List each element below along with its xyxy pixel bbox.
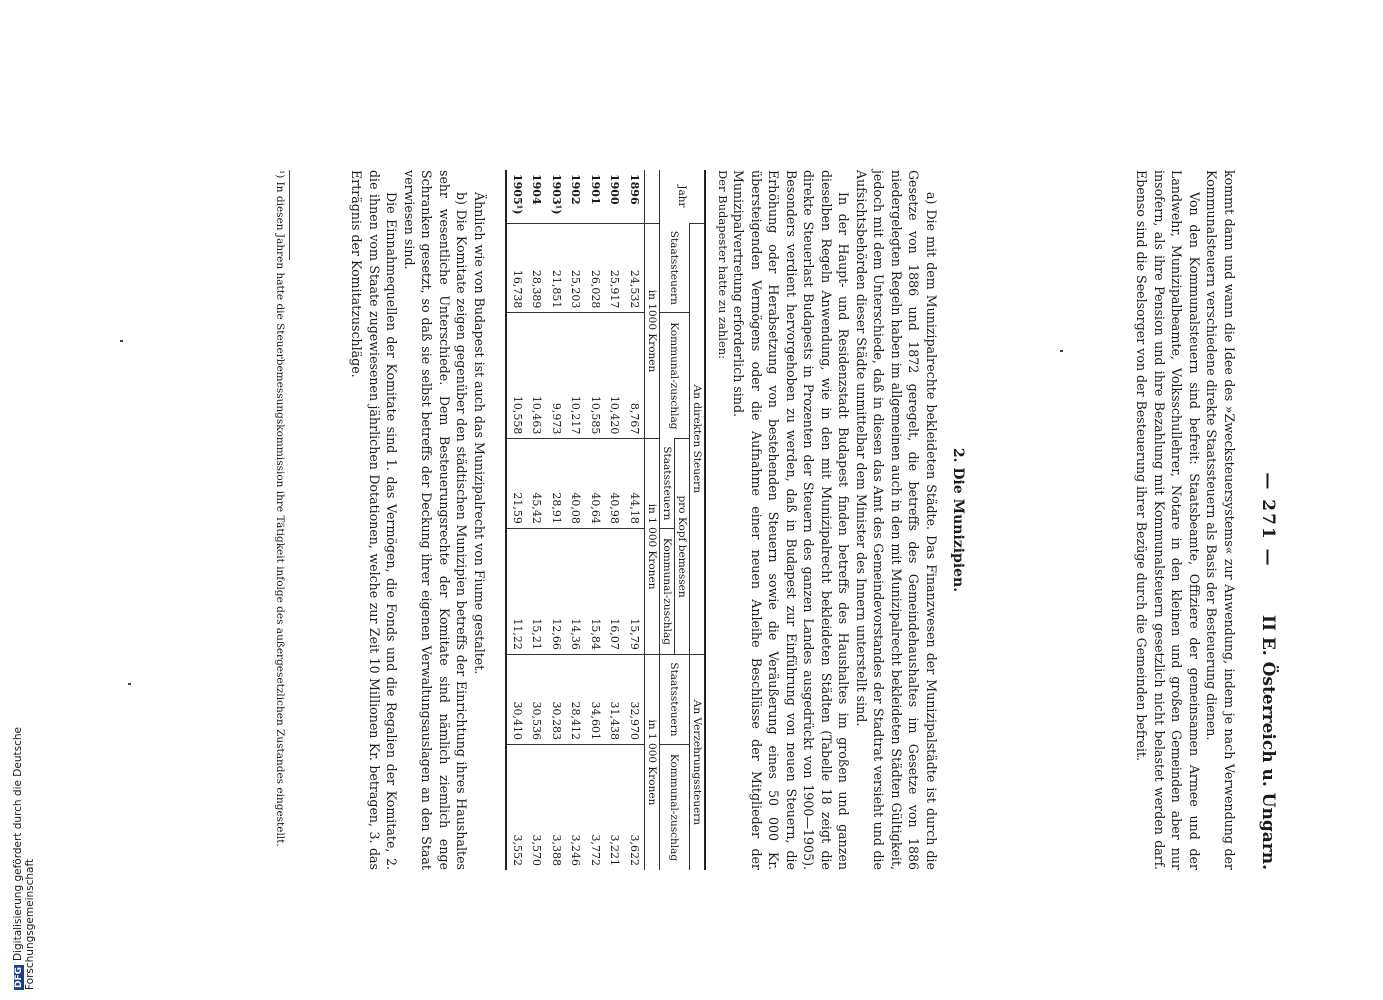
- paragraph: a) Die mit dem Munizipalrechte bekleideten Städte. Das Finanzwesen der Munizipalstädte ist durch die Gesetze von 1886 und 1872 geregelt, die betreffs des Gemeindehaushaltes im Gesetze von 1886 niedergelegten Regeln haben im allgemeinen auch in den mit Munizipalrecht bekleideten Städten Gültigkeit, jedoch mit dem Unterschiede, daß in diesen das Amt des Gemeindevorstandes der Stadtrat versieht und die Aufsichtsbehörden dieser Städte unmittelbar dem Minister des Innern unterstellt sind.: [854, 170, 939, 870]
- value-cell: 10,420: [605, 313, 625, 439]
- scan-speck: [128, 683, 131, 685]
- value-cell: 25,917: [605, 223, 625, 313]
- section-heading: 2. Die Munizipien.: [950, 447, 966, 593]
- tax-table: [506, 170, 707, 870]
- rotated-page: [158, 170, 1278, 870]
- value-cell: 31,438: [605, 654, 625, 744]
- value-cell: 21,851: [547, 223, 567, 313]
- table-intro: Der Budapester hatte zu zahlen:: [716, 170, 730, 360]
- value-cell: 40,98: [605, 439, 625, 529]
- paragraph: Ähnlich wie von Budapest ist auch das Munizipalrecht von Fiume gestaltet.: [472, 192, 487, 675]
- value-cell: 9,973: [547, 313, 567, 439]
- scan-speck: [120, 340, 123, 342]
- paragraph: Von den Kommunalsteuern sind befreit: Staatsbeamte, Offiziere der gemeinsamen Armee und der Landwehr, Munizipalbeamte, Volksschullehrer, Notare in den kleinen und großen Gemeinden aber nur insofern, als ihre Pension und ihre Bezahlung mit Kommunalsteuern gesetzlich nicht belastet werden darf. Ebenso sind die Seelsorger von der Besteuerung ihrer Bezüge durch die Gemeinden befreit.: [1134, 170, 1202, 870]
- text-block-bottom: [348, 170, 488, 870]
- paragraph: Die Einnahmequellen der Komitate sind 1. das Vermögen, die Fonds und die Regalien der Komitate, 2. die ihnen vom Staate zugewiesenen jährlichen Dotationen, welche zur Zeit 10 Millionen Kr. betragen, 3. das Erträgnis der Komitatzuschläge.: [349, 170, 400, 870]
- text-block-mid: [730, 170, 940, 870]
- footnote-rule: [289, 170, 290, 260]
- col-communal: Kommunal-zuschlag: [660, 745, 690, 870]
- value-cell: 15,84: [586, 528, 606, 654]
- value-cell: 3,622: [625, 745, 645, 870]
- year-cell: 1896: [627, 174, 641, 205]
- value-cell: 30,410: [507, 654, 528, 744]
- table-row: [605, 170, 625, 870]
- paragraph: In der Haupt- und Residenzstadt Budapest finden betreffs des Haushaltes im großen und ganzen dieselben Regeln Anwendung, wie in den mit Munizipalrecht bekleideten Städten (Tabelle 18 zeigt die direkte Steuerlast Budapests in Prozenten der Steuern des ganzen Landes ausgedrückt von 1900—1905). Besonders verdient hervorgehoben zu werden, daß in Budapest zur Einführung von neuen Steuern, die Erhöhung oder Herabsetzung von bestehenden Steuern sowie die Veräußerung eines 50 000 Kr. übersteigenden Vermögens oder die Aufnahme einer neuen Anleihe Beschlüsse der Mitglieder der Munizipalvertretung erforderlich sind.: [731, 170, 852, 870]
- value-cell: 3,552: [507, 745, 528, 870]
- value-cell: 26,028: [586, 223, 606, 313]
- unit-label: in 1 000 Kronen: [645, 654, 660, 870]
- dfg-logo: DFG: [14, 966, 24, 988]
- value-cell: 10,217: [566, 313, 586, 439]
- col-state: Staatssteuern: [660, 439, 675, 529]
- value-cell: 15,21: [527, 528, 547, 654]
- value-cell: 30,536: [527, 654, 547, 744]
- table-body: [507, 170, 645, 870]
- group-direct: An direkten Steuern: [690, 223, 706, 654]
- unit-label: in 1000 Kronen: [645, 223, 660, 439]
- footnote: ¹) In diesen Jahren hatte die Steuerbemessungskommission ihre Tätigkeit infolge des außergesetzlichen Zustandes eingestellt.: [274, 170, 286, 847]
- value-cell: 28,412: [566, 654, 586, 744]
- year-cell: 1901: [588, 174, 602, 205]
- chapter-title: II E. Österreich u. Ungarn.: [1258, 615, 1278, 870]
- value-cell: 24,532: [625, 223, 645, 313]
- digitization-strip: [12, 600, 36, 990]
- year-cell: 1904: [530, 174, 544, 205]
- value-cell: 10,558: [507, 313, 528, 439]
- year-cell: 1902: [569, 174, 583, 205]
- text-block-top: [1133, 170, 1238, 870]
- running-head: [1244, 170, 1278, 870]
- page-number: — 271 —: [1258, 472, 1278, 568]
- table-row: [625, 170, 645, 870]
- value-cell: 10,463: [527, 313, 547, 439]
- value-cell: 45,42: [527, 439, 547, 529]
- digitization-text: Digitalisierung gefördert durch die Deutsche Forschungsgemeinschaft: [12, 727, 36, 990]
- paragraph: kommt dann und wann die Idee des »Zwecksteuersystems« zur Anwendung, indem je nach Verwendung der Kommunalsteuern verschiedene direkte Staatssteuern als Basis der Besteuerung dienen.: [1204, 170, 1237, 870]
- unit-label: in 1 000 Kronen: [645, 439, 660, 655]
- value-cell: 28,389: [527, 223, 547, 313]
- value-cell: 10,585: [586, 313, 606, 439]
- value-cell: 3,246: [566, 745, 586, 870]
- value-cell: 32,970: [625, 654, 645, 744]
- scan-speck: [1060, 350, 1063, 352]
- value-cell: 28,91: [547, 439, 567, 529]
- table-row: [566, 170, 586, 870]
- table-row: [586, 170, 606, 870]
- value-cell: 30,283: [547, 654, 567, 744]
- table-row: [507, 170, 528, 870]
- value-cell: 8,767: [625, 313, 645, 439]
- group-consumption: An Verzehrungssteuern: [690, 654, 706, 870]
- table-row: [547, 170, 567, 870]
- value-cell: 3,772: [586, 745, 606, 870]
- value-cell: 16,07: [605, 528, 625, 654]
- value-cell: 40,64: [586, 439, 606, 529]
- value-cell: 44,18: [625, 439, 645, 529]
- value-cell: 21,59: [507, 439, 528, 529]
- value-cell: 3,221: [605, 745, 625, 870]
- year-cell: 1903¹): [549, 174, 563, 215]
- value-cell: 15,79: [625, 528, 645, 654]
- col-state: Staatssteuern: [660, 654, 690, 744]
- value-cell: 3,570: [527, 745, 547, 870]
- col-communal: Kommunal-zuschlag: [660, 528, 675, 654]
- value-cell: 3,388: [547, 745, 567, 870]
- value-cell: 40,08: [566, 439, 586, 529]
- paragraph: b) Die Komitate zeigen gegenüber den städtischen Munizipien betreffs der Einrichtung ihres Haushaltes sehr wesentliche Unterschiede. Dem Besteuerungsrechte der Komitate sind nämlich ziemlich enge Schranken gesetzt, so daß sie selbst betreffs der Deckung ihrer eigenen Verwaltungsauslagen an den Staat verwiesen sind.: [402, 170, 470, 870]
- value-cell: 11,22: [507, 528, 528, 654]
- group-percap: pro Kopf bemessen: [675, 439, 690, 655]
- col-year: Jahr: [660, 170, 706, 223]
- year-cell: 1905¹): [507, 170, 528, 223]
- value-cell: 14,36: [566, 528, 586, 654]
- year-cell: 1900: [608, 174, 622, 205]
- value-cell: 25,203: [566, 223, 586, 313]
- col-communal: Kommunal-zuschlag: [660, 313, 690, 439]
- col-state: Staatssteuern: [660, 223, 690, 313]
- value-cell: 12,66: [547, 528, 567, 654]
- value-cell: 34,601: [586, 654, 606, 744]
- value-cell: 16,738: [507, 223, 528, 313]
- blank-cell: [645, 170, 660, 223]
- table-row: [527, 170, 547, 870]
